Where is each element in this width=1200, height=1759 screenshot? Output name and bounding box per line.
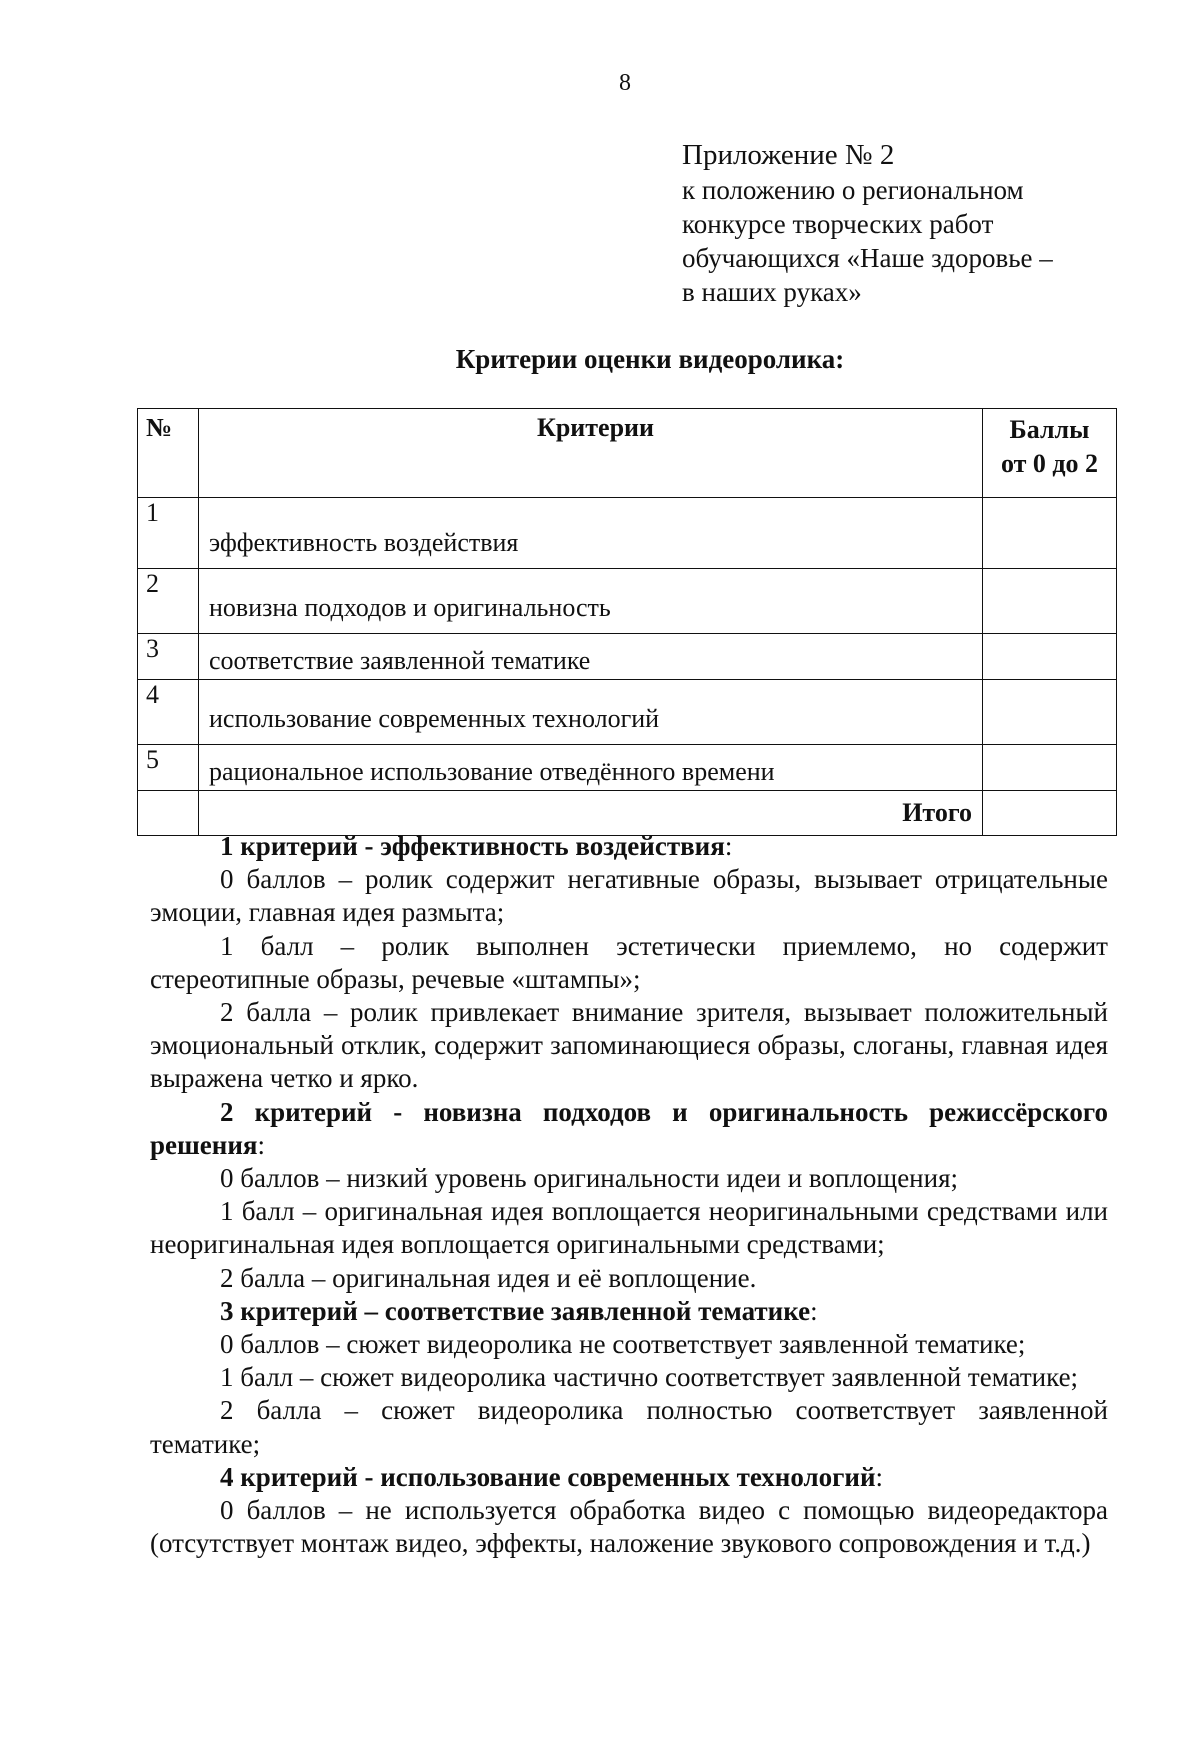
header-criteria: Критерии	[199, 409, 983, 498]
section-item: 1 балл – сюжет видеоролика частично соответствует заявленной тематике;	[220, 1362, 1079, 1393]
section-item: 0 баллов – низкий уровень оригинальности идеи и воплощения;	[220, 1163, 959, 1194]
row-criterion: использование современных технологий	[199, 680, 983, 745]
section-item: 2 балла – сюжет видеоролика полностью соответствует заявленной тематике;	[150, 1395, 1108, 1459]
header-score-line1: Баллы	[1009, 415, 1090, 444]
appendix-note	[682, 138, 1053, 309]
table-row	[138, 634, 1117, 680]
row-score-cell	[983, 498, 1117, 569]
section-item: 0 баллов – сюжет видеоролика не соответствует заявленной тематике;	[220, 1329, 1026, 1360]
section-heading: 4 критерий - использование современных технологий:	[220, 1461, 884, 1492]
row-criterion: соответствие заявленной тематике	[199, 634, 983, 680]
row-criterion: новизна подходов и оригинальность	[199, 569, 983, 634]
total-number-cell	[138, 791, 199, 836]
section-heading: 2 критерий - новизна подходов и оригинальность режиссёрского решения:	[150, 1096, 1108, 1160]
table-title: Критерии оценки видеоролика:	[455, 344, 845, 374]
header-score	[983, 409, 1117, 498]
criteria-table	[137, 408, 1117, 836]
row-number: 2	[138, 569, 199, 634]
section-item: 1 балл – оригинальная идея воплощается неоригинальными средствами или неоригинальная идея воплощается оригинальными средствами;	[150, 1196, 1108, 1260]
table-row	[138, 569, 1117, 634]
section-item: 1 балл – ролик выполнен эстетически приемлемо, но содержит стереотипные образы, речевые «штампы»;	[150, 930, 1108, 994]
row-score-cell	[983, 745, 1117, 791]
row-criterion: рациональное использование отведённого времени	[199, 745, 983, 791]
appendix-line: к положению о региональном	[682, 175, 1024, 205]
row-score-cell	[983, 634, 1117, 680]
table-total-row	[138, 791, 1117, 836]
appendix-line: в наших руках»	[682, 277, 862, 307]
header-number: №	[138, 409, 199, 498]
table-row	[138, 680, 1117, 745]
page-number: 8	[619, 70, 631, 96]
row-number: 4	[138, 680, 199, 745]
criteria-description	[150, 830, 1108, 1560]
section-item: 0 баллов – ролик содержит негативные образы, вызывает отрицательные эмоции, главная идея размыта;	[150, 864, 1108, 928]
row-score-cell	[983, 569, 1117, 634]
total-score-cell	[983, 791, 1117, 836]
row-score-cell	[983, 680, 1117, 745]
section-heading: 3 критерий – соответствие заявленной тематике:	[220, 1295, 818, 1326]
row-number: 1	[138, 498, 199, 569]
table-row	[138, 745, 1117, 791]
row-criterion: эффективность воздействия	[199, 498, 983, 569]
section-item: 2 балла – ролик привлекает внимание зрителя, вызывает положительный эмоциональный отклик, содержит запоминающиеся образы, слоганы, главная идея выражена четко и ярко.	[150, 997, 1108, 1094]
appendix-title: Приложение № 2	[682, 139, 895, 171]
section-item: 2 балла – оригинальная идея и её воплощение.	[220, 1262, 757, 1293]
table-header-row	[138, 409, 1117, 498]
appendix-line: конкурсе творческих работ	[682, 209, 994, 239]
appendix-line: обучающихся «Наше здоровье –	[682, 243, 1053, 273]
header-score-line2: от 0 до 2	[1000, 449, 1099, 478]
row-number: 3	[138, 634, 199, 680]
row-number: 5	[138, 745, 199, 791]
section-heading: 1 критерий - эффективность воздействия:	[220, 831, 733, 861]
total-label: Итого	[199, 791, 983, 836]
table-row	[138, 498, 1117, 569]
section-item: 0 баллов – не используется обработка видео с помощью видеоредактора (отсутствует монтаж видео, эффекты, наложение звукового сопровождения и т.д.)	[150, 1495, 1108, 1559]
